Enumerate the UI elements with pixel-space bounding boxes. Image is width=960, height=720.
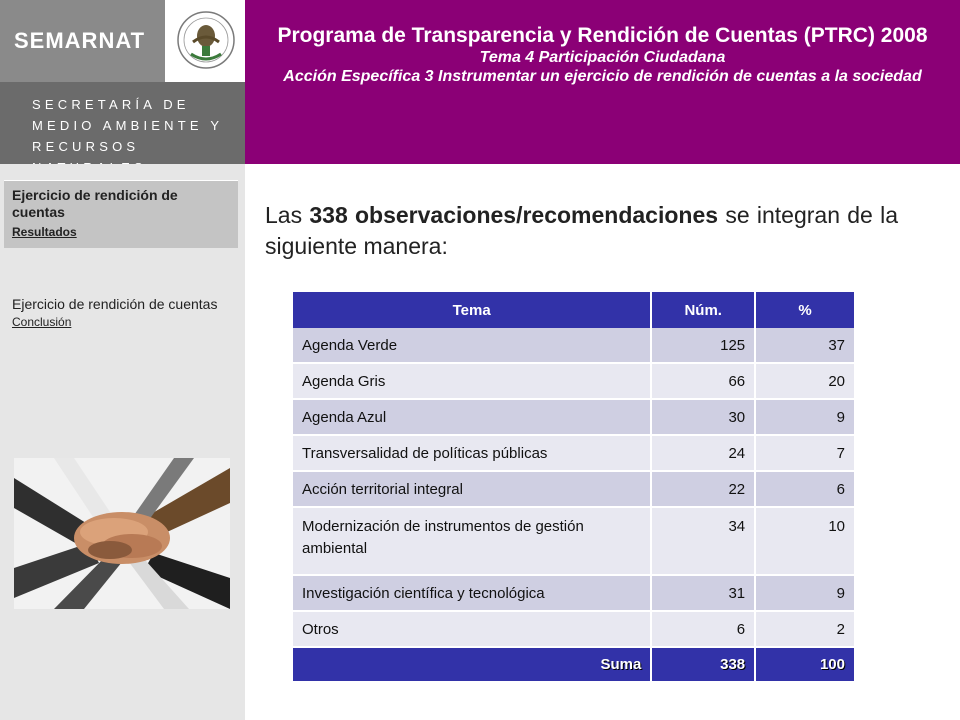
table-row (293, 399, 855, 435)
page-subtitle-1: Tema 4 Participación Ciudadana (479, 49, 726, 66)
intro-paragraph (265, 200, 898, 262)
intro-number: 338 (309, 202, 348, 228)
cell-num: 66 (651, 363, 755, 399)
col-header-tema: Tema (293, 292, 651, 328)
intro-pre: Las (265, 202, 310, 228)
col-header-pct: % (755, 292, 855, 328)
cell-tema: Transversalidad de políticas públicas (293, 435, 651, 471)
table-row (293, 435, 855, 471)
cell-pct: 7 (755, 435, 855, 471)
table-row (293, 507, 855, 575)
secretaria-line-1: SECRETARÍA DE (32, 97, 190, 112)
cell-num: 22 (651, 471, 755, 507)
intro-bold-word: observaciones/recomendaciones (355, 202, 719, 228)
cell-num: 30 (651, 399, 755, 435)
sidebar-item-title: Ejercicio de rendición de cuentas (12, 296, 218, 312)
cell-tema: Investigación científica y tecnológica (293, 575, 651, 611)
table-header-row (293, 292, 855, 328)
secretaria-line-2: MEDIO AMBIENTE Y (32, 118, 224, 133)
table-row (293, 328, 855, 363)
total-label: Suma (293, 647, 651, 682)
secretaria-line-3: RECURSOS (32, 139, 140, 154)
eagle-seal-icon (175, 6, 237, 76)
observations-table (293, 292, 856, 683)
national-seal (165, 0, 245, 82)
sidebar (0, 164, 245, 720)
total-pct: 100 (755, 647, 855, 682)
cell-num: 24 (651, 435, 755, 471)
cell-num: 31 (651, 575, 755, 611)
table-total-row (293, 647, 855, 682)
cell-tema: Agenda Gris (293, 363, 651, 399)
sidebar-item-link[interactable]: Resultados (12, 225, 77, 239)
hands-together-photo (14, 458, 230, 609)
intro-post: se integran de la siguiente manera: (265, 202, 899, 259)
cell-tema: Agenda Azul (293, 399, 651, 435)
col-header-num: Núm. (651, 292, 755, 328)
total-num: 338 (651, 647, 755, 682)
table-row (293, 363, 855, 399)
sidebar-item-link[interactable]: Conclusión (12, 315, 72, 329)
cell-tema: Acción territorial integral (293, 471, 651, 507)
cell-num: 6 (651, 611, 755, 647)
cell-pct: 6 (755, 471, 855, 507)
cell-tema: Otros (293, 611, 651, 647)
semarnat-logo-box (0, 0, 165, 82)
cell-num: 34 (651, 507, 755, 575)
sidebar-item-resultados[interactable] (4, 180, 238, 248)
table-row (293, 611, 855, 647)
secretaria-band (0, 82, 245, 164)
cell-pct: 37 (755, 328, 855, 363)
semarnat-logo: SEMARNAT (14, 28, 146, 53)
sidebar-item-conclusion[interactable] (12, 296, 232, 329)
table-row (293, 575, 855, 611)
cell-pct: 10 (755, 507, 855, 575)
cell-pct: 9 (755, 575, 855, 611)
cell-tema: Modernización de instrumentos de gestión ambiental (293, 507, 651, 575)
header-title-band (245, 0, 960, 164)
cell-pct: 2 (755, 611, 855, 647)
cell-pct: 9 (755, 399, 855, 435)
cell-num: 125 (651, 328, 755, 363)
cell-pct: 20 (755, 363, 855, 399)
intro-mid (348, 202, 355, 228)
page-subtitle-2: Acción Específica 3 Instrumentar un ejercicio de rendición de cuentas a la sociedad (283, 68, 922, 85)
cell-tema: Agenda Verde (293, 328, 651, 363)
table-row (293, 471, 855, 507)
sidebar-item-title: Ejercicio de rendición de cuentas (12, 187, 178, 220)
page-title: Programa de Transparencia y Rendición de Cuentas (PTRC) 2008 (277, 24, 928, 47)
